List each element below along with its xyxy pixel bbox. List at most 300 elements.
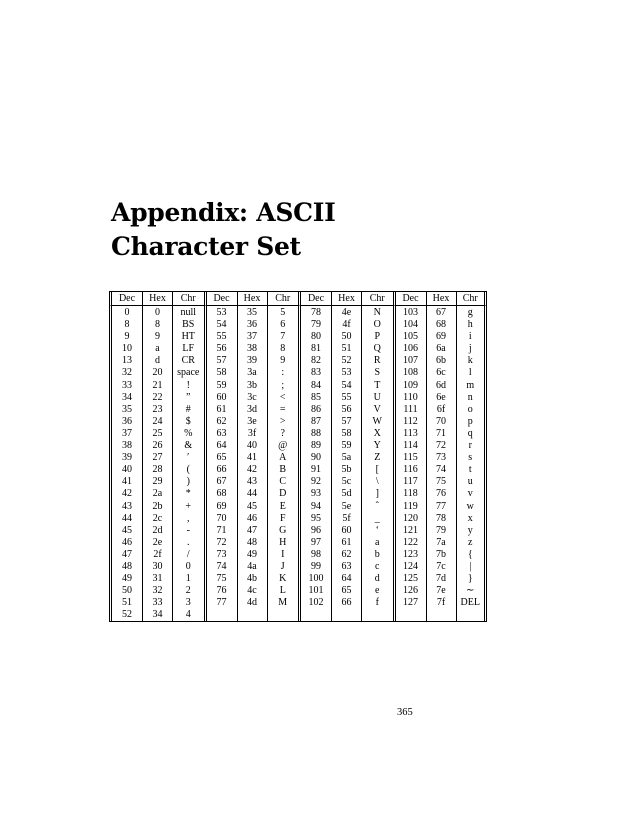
cell-chr: U (361, 392, 393, 404)
cell-chr: ‘ (361, 525, 393, 537)
cell-hex: 5d (331, 488, 361, 500)
cell-hex: 53 (331, 367, 361, 379)
cell-chr: Q (361, 343, 393, 355)
cell-hex (237, 609, 267, 621)
cell-chr: V (361, 404, 393, 416)
cell-dec: 123 (393, 549, 426, 561)
cell-hex: 6a (426, 343, 456, 355)
cell-chr: c (361, 561, 393, 573)
cell-hex: 40 (237, 440, 267, 452)
chapter-title-line-2: Character Set (111, 232, 301, 261)
cell-chr: O (361, 319, 393, 331)
cell-dec: 92 (298, 476, 331, 488)
table-row (109, 392, 487, 404)
cell-chr: 2 (172, 585, 204, 597)
cell-chr (267, 609, 299, 621)
cell-dec: 121 (393, 525, 426, 537)
cell-dec: 62 (204, 416, 237, 428)
cell-hex: 5a (331, 452, 361, 464)
table-row (109, 573, 487, 585)
cell-dec: 35 (109, 404, 142, 416)
cell-dec: 39 (109, 452, 142, 464)
cell-hex: 2e (142, 537, 172, 549)
cell-hex: 44 (237, 488, 267, 500)
cell-hex: a (142, 343, 172, 355)
cell-hex: 5b (331, 464, 361, 476)
cell-chr: ? (267, 428, 299, 440)
cell-hex: 24 (142, 416, 172, 428)
cell-dec: 42 (109, 488, 142, 500)
cell-chr: ′ (172, 452, 204, 464)
cell-dec: 32 (109, 367, 142, 379)
cell-dec: 56 (204, 343, 237, 355)
table-row (109, 452, 487, 464)
table-row (109, 549, 487, 561)
cell-hex: 7d (426, 573, 456, 585)
cell-hex: 22 (142, 392, 172, 404)
cell-chr: \ (361, 476, 393, 488)
cell-hex: 73 (426, 452, 456, 464)
cell-hex: 5c (331, 476, 361, 488)
cell-chr: ∼ (456, 585, 488, 597)
cell-hex: 9 (142, 331, 172, 343)
table-row (109, 355, 487, 367)
cell-dec: 9 (109, 331, 142, 343)
cell-dec: 81 (298, 343, 331, 355)
cell-chr: N (361, 306, 393, 319)
cell-dec: 57 (204, 355, 237, 367)
cell-chr: M (267, 597, 299, 609)
cell-hex: 48 (237, 537, 267, 549)
cell-chr: q (456, 428, 488, 440)
cell-dec: 77 (204, 597, 237, 609)
cell-chr: , (172, 513, 204, 525)
cell-hex: 6b (426, 355, 456, 367)
cell-chr: r (456, 440, 488, 452)
cell-chr: < (267, 392, 299, 404)
cell-dec: 120 (393, 513, 426, 525)
cell-dec: 99 (298, 561, 331, 573)
cell-dec: 72 (204, 537, 237, 549)
cell-dec: 88 (298, 428, 331, 440)
cell-chr: m (456, 380, 488, 392)
cell-chr: H (267, 537, 299, 549)
cell-hex: 59 (331, 440, 361, 452)
cell-dec: 91 (298, 464, 331, 476)
cell-dec: 47 (109, 549, 142, 561)
table-row (109, 476, 487, 488)
cell-chr: 1 (172, 573, 204, 585)
cell-chr: X (361, 428, 393, 440)
cell-dec: 50 (109, 585, 142, 597)
cell-hex: 6c (426, 367, 456, 379)
cell-dec (298, 609, 331, 621)
cell-dec: 73 (204, 549, 237, 561)
cell-hex: 25 (142, 428, 172, 440)
cell-chr: : (267, 367, 299, 379)
cell-dec: 111 (393, 404, 426, 416)
cell-chr: 0 (172, 561, 204, 573)
cell-hex: 4c (237, 585, 267, 597)
table-row (109, 488, 487, 500)
cell-chr: > (267, 416, 299, 428)
cell-chr: v (456, 488, 488, 500)
cell-hex: 70 (426, 416, 456, 428)
cell-hex: 3a (237, 367, 267, 379)
cell-hex: 2b (142, 501, 172, 513)
cell-hex: 3d (237, 404, 267, 416)
cell-dec: 114 (393, 440, 426, 452)
cell-dec: 82 (298, 355, 331, 367)
cell-chr: Z (361, 452, 393, 464)
cell-chr: L (267, 585, 299, 597)
cell-dec: 110 (393, 392, 426, 404)
cell-hex: 3e (237, 416, 267, 428)
cell-chr: 6 (267, 319, 299, 331)
cell-chr: _ (361, 513, 393, 525)
cell-chr: E (267, 501, 299, 513)
cell-hex: 38 (237, 343, 267, 355)
cell-chr: 3 (172, 597, 204, 609)
cell-dec: 70 (204, 513, 237, 525)
cell-chr: @ (267, 440, 299, 452)
cell-chr: P (361, 331, 393, 343)
cell-hex: 33 (142, 597, 172, 609)
cell-hex (426, 609, 456, 621)
cell-dec: 83 (298, 367, 331, 379)
cell-chr: w (456, 501, 488, 513)
cell-dec: 36 (109, 416, 142, 428)
table-row (109, 343, 487, 355)
cell-chr: 4 (172, 609, 204, 621)
cell-hex: 4d (237, 597, 267, 609)
cell-dec: 87 (298, 416, 331, 428)
cell-chr: | (456, 561, 488, 573)
cell-dec: 107 (393, 355, 426, 367)
cell-dec: 58 (204, 367, 237, 379)
cell-dec: 66 (204, 464, 237, 476)
page-number: 365 (397, 707, 413, 718)
cell-dec: 43 (109, 501, 142, 513)
column-header-chr: Chr (172, 292, 204, 306)
cell-dec: 78 (298, 306, 331, 319)
cell-chr: ” (172, 392, 204, 404)
cell-chr: f (361, 597, 393, 609)
cell-hex: 41 (237, 452, 267, 464)
cell-chr: # (172, 404, 204, 416)
table-row (109, 585, 487, 597)
cell-hex: 75 (426, 476, 456, 488)
cell-chr: null (172, 306, 204, 319)
cell-hex: 7e (426, 585, 456, 597)
cell-chr: R (361, 355, 393, 367)
cell-dec: 51 (109, 597, 142, 609)
cell-dec: 54 (204, 319, 237, 331)
cell-dec: 65 (204, 452, 237, 464)
cell-dec: 80 (298, 331, 331, 343)
cell-hex: 78 (426, 513, 456, 525)
cell-dec: 40 (109, 464, 142, 476)
cell-chr: b (361, 549, 393, 561)
cell-hex: 47 (237, 525, 267, 537)
cell-chr: LF (172, 343, 204, 355)
cell-dec (204, 609, 237, 621)
cell-chr: + (172, 501, 204, 513)
cell-chr: n (456, 392, 488, 404)
cell-hex: 21 (142, 380, 172, 392)
table-row (109, 440, 487, 452)
cell-chr: s (456, 452, 488, 464)
cell-dec: 44 (109, 513, 142, 525)
cell-hex: 0 (142, 306, 172, 319)
cell-chr: A (267, 452, 299, 464)
cell-dec: 33 (109, 380, 142, 392)
table-row (109, 464, 487, 476)
cell-dec: 10 (109, 343, 142, 355)
cell-dec: 37 (109, 428, 142, 440)
cell-chr: G (267, 525, 299, 537)
cell-hex: 68 (426, 319, 456, 331)
cell-dec: 8 (109, 319, 142, 331)
cell-hex: 4a (237, 561, 267, 573)
cell-dec: 52 (109, 609, 142, 621)
cell-hex: 6e (426, 392, 456, 404)
cell-chr: - (172, 525, 204, 537)
cell-dec: 119 (393, 501, 426, 513)
cell-chr: [ (361, 464, 393, 476)
cell-hex: 63 (331, 561, 361, 573)
cell-chr: k (456, 355, 488, 367)
cell-dec (393, 609, 426, 621)
cell-chr: z (456, 537, 488, 549)
cell-dec: 34 (109, 392, 142, 404)
cell-dec: 94 (298, 501, 331, 513)
table-row (109, 561, 487, 573)
cell-dec: 60 (204, 392, 237, 404)
cell-chr: CR (172, 355, 204, 367)
cell-dec: 49 (109, 573, 142, 585)
cell-hex: 35 (237, 306, 267, 319)
column-header-dec: Dec (109, 292, 142, 306)
cell-dec: 105 (393, 331, 426, 343)
cell-dec: 45 (109, 525, 142, 537)
table-row (109, 428, 487, 440)
cell-chr: I (267, 549, 299, 561)
cell-chr: t (456, 464, 488, 476)
cell-dec: 79 (298, 319, 331, 331)
cell-hex: 43 (237, 476, 267, 488)
cell-hex: 2f (142, 549, 172, 561)
cell-dec: 127 (393, 597, 426, 609)
cell-chr: DEL (456, 597, 488, 609)
cell-hex: 61 (331, 537, 361, 549)
cell-hex: 3f (237, 428, 267, 440)
cell-hex: 5f (331, 513, 361, 525)
column-header-dec: Dec (393, 292, 426, 306)
cell-chr (456, 609, 488, 621)
cell-dec: 109 (393, 380, 426, 392)
cell-hex: 52 (331, 355, 361, 367)
cell-dec: 122 (393, 537, 426, 549)
cell-chr: g (456, 306, 488, 319)
cell-hex: 55 (331, 392, 361, 404)
cell-hex: 79 (426, 525, 456, 537)
cell-hex: 64 (331, 573, 361, 585)
cell-dec: 48 (109, 561, 142, 573)
table-header-row (109, 292, 487, 306)
cell-hex: 74 (426, 464, 456, 476)
cell-chr: p (456, 416, 488, 428)
cell-hex: 66 (331, 597, 361, 609)
cell-dec: 90 (298, 452, 331, 464)
cell-dec: 101 (298, 585, 331, 597)
cell-dec: 76 (204, 585, 237, 597)
cell-hex: 6f (426, 404, 456, 416)
column-header-hex: Hex (237, 292, 267, 306)
cell-dec: 86 (298, 404, 331, 416)
cell-hex: 28 (142, 464, 172, 476)
cell-dec: 118 (393, 488, 426, 500)
cell-dec: 103 (393, 306, 426, 319)
table-row (109, 501, 487, 513)
cell-chr: j (456, 343, 488, 355)
cell-dec: 117 (393, 476, 426, 488)
cell-dec: 64 (204, 440, 237, 452)
cell-hex: 34 (142, 609, 172, 621)
cell-hex: 23 (142, 404, 172, 416)
cell-hex: 77 (426, 501, 456, 513)
cell-hex: 49 (237, 549, 267, 561)
column-header-dec: Dec (204, 292, 237, 306)
table-row (109, 331, 487, 343)
cell-hex: 45 (237, 501, 267, 513)
cell-hex: 29 (142, 476, 172, 488)
cell-hex: 50 (331, 331, 361, 343)
cell-chr: ˆ (361, 501, 393, 513)
cell-hex: 4b (237, 573, 267, 585)
cell-dec: 68 (204, 488, 237, 500)
chapter-title-line-1: Appendix: ASCII (111, 198, 336, 227)
cell-chr: B (267, 464, 299, 476)
column-header-chr: Chr (267, 292, 299, 306)
cell-hex: 5e (331, 501, 361, 513)
cell-hex: d (142, 355, 172, 367)
cell-hex: 65 (331, 585, 361, 597)
cell-hex: 2a (142, 488, 172, 500)
ascii-table (109, 291, 487, 622)
cell-chr: d (361, 573, 393, 585)
table-row (109, 525, 487, 537)
table-row (109, 380, 487, 392)
cell-hex: 20 (142, 367, 172, 379)
cell-hex: 7c (426, 561, 456, 573)
cell-hex: 51 (331, 343, 361, 355)
cell-hex: 31 (142, 573, 172, 585)
table-row (109, 609, 487, 621)
cell-dec: 125 (393, 573, 426, 585)
cell-dec: 102 (298, 597, 331, 609)
cell-chr: S (361, 367, 393, 379)
cell-chr: 7 (267, 331, 299, 343)
cell-hex: 56 (331, 404, 361, 416)
cell-hex: 42 (237, 464, 267, 476)
cell-hex: 7a (426, 537, 456, 549)
cell-chr: % (172, 428, 204, 440)
cell-hex: 76 (426, 488, 456, 500)
cell-hex: 46 (237, 513, 267, 525)
cell-chr: ! (172, 380, 204, 392)
cell-chr: a (361, 537, 393, 549)
cell-chr: i (456, 331, 488, 343)
cell-dec: 112 (393, 416, 426, 428)
cell-dec: 115 (393, 452, 426, 464)
cell-chr: h (456, 319, 488, 331)
column-header-hex: Hex (426, 292, 456, 306)
cell-chr: T (361, 380, 393, 392)
cell-chr: HT (172, 331, 204, 343)
cell-hex: 36 (237, 319, 267, 331)
cell-chr: } (456, 573, 488, 585)
table-header (109, 292, 487, 306)
column-header-chr: Chr (456, 292, 488, 306)
cell-hex: 72 (426, 440, 456, 452)
cell-dec: 93 (298, 488, 331, 500)
cell-dec: 75 (204, 573, 237, 585)
cell-dec: 96 (298, 525, 331, 537)
cell-hex: 4e (331, 306, 361, 319)
cell-chr: { (456, 549, 488, 561)
cell-hex: 8 (142, 319, 172, 331)
cell-chr: ( (172, 464, 204, 476)
cell-dec: 13 (109, 355, 142, 367)
column-header-hex: Hex (142, 292, 172, 306)
cell-hex: 60 (331, 525, 361, 537)
table-row (109, 416, 487, 428)
cell-hex: 67 (426, 306, 456, 319)
cell-dec: 38 (109, 440, 142, 452)
cell-dec: 74 (204, 561, 237, 573)
cell-dec: 104 (393, 319, 426, 331)
table-row (109, 367, 487, 379)
cell-chr: D (267, 488, 299, 500)
cell-chr: C (267, 476, 299, 488)
cell-dec: 126 (393, 585, 426, 597)
cell-dec: 46 (109, 537, 142, 549)
cell-chr: 8 (267, 343, 299, 355)
cell-chr: space (172, 367, 204, 379)
cell-chr: x (456, 513, 488, 525)
cell-chr: 9 (267, 355, 299, 367)
cell-hex: 32 (142, 585, 172, 597)
cell-hex: 62 (331, 549, 361, 561)
cell-hex: 2c (142, 513, 172, 525)
cell-hex: 54 (331, 380, 361, 392)
cell-chr: o (456, 404, 488, 416)
cell-chr: K (267, 573, 299, 585)
cell-dec: 113 (393, 428, 426, 440)
column-header-dec: Dec (298, 292, 331, 306)
cell-dec: 124 (393, 561, 426, 573)
column-header-hex: Hex (331, 292, 361, 306)
cell-hex (331, 609, 361, 621)
cell-dec: 71 (204, 525, 237, 537)
chapter-title (111, 196, 511, 264)
cell-chr: ; (267, 380, 299, 392)
cell-hex: 7f (426, 597, 456, 609)
table-row (109, 404, 487, 416)
table-row (109, 513, 487, 525)
cell-chr: ] (361, 488, 393, 500)
